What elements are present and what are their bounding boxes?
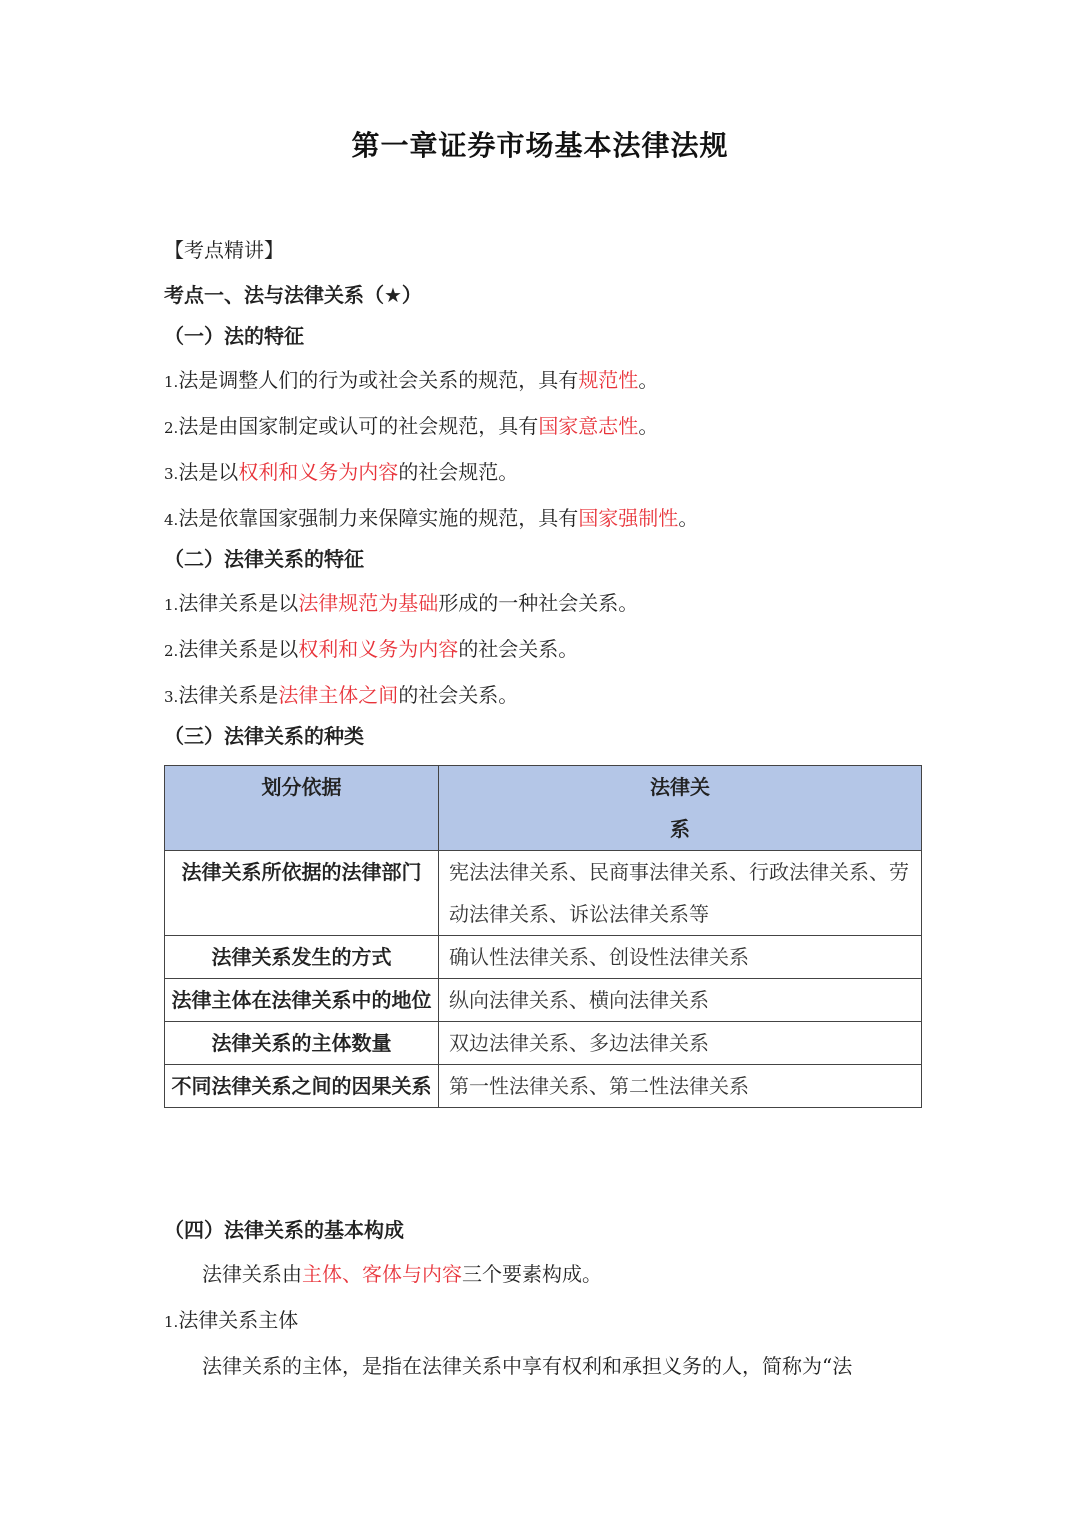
classification-table	[164, 765, 922, 1108]
topic-heading: 考点一、法与法律关系（★）	[164, 283, 422, 307]
list-item: 3.法律关系是法律主体之间的社会关系。	[164, 683, 519, 707]
table-cell-relation: 纵向法律关系、横向法律关系	[439, 979, 922, 1022]
section-tag: 【考点精讲】	[164, 238, 284, 262]
table-header-row	[165, 766, 922, 851]
list-item: 2.法律关系是以权利和义务为内容的社会关系。	[164, 637, 579, 661]
table-row	[165, 1065, 922, 1108]
list-item: 1.法是调整人们的行为或社会关系的规范，具有规范性。	[164, 368, 659, 392]
table-cell-basis: 法律关系发生的方式	[165, 936, 439, 979]
table-header-relation: 法律关系	[439, 766, 922, 851]
section-heading-3: （三）法律关系的种类	[164, 724, 364, 748]
table-cell-relation: 宪法法律关系、民商事法律关系、行政法律关系、劳动法律关系、诉讼法律关系等	[439, 851, 922, 936]
page-title: 第一章证券市场基本法律法规	[351, 129, 729, 162]
table-row	[165, 851, 922, 936]
section-heading-2: （二）法律关系的特征	[164, 547, 364, 571]
table-cell-basis: 法律关系的主体数量	[165, 1022, 439, 1065]
table-cell-relation: 第一性法律关系、第二性法律关系	[439, 1065, 922, 1108]
table-cell-relation: 确认性法律关系、创设性法律关系	[439, 936, 922, 979]
list-item: 2.法是由国家制定或认可的社会规范，具有国家意志性。	[164, 414, 659, 438]
table-cell-basis: 法律关系所依据的法律部门	[165, 851, 439, 936]
table-row	[165, 1022, 922, 1065]
intro-paragraph: 法律关系由主体、客体与内容三个要素构成。	[202, 1262, 602, 1286]
table-row	[165, 979, 922, 1022]
section-heading-4: （四）法律关系的基本构成	[164, 1218, 404, 1242]
list-item: 1.法律关系是以法律规范为基础形成的一种社会关系。	[164, 591, 639, 615]
table-cell-basis: 法律主体在法律关系中的地位	[165, 979, 439, 1022]
sub-heading: 1.法律关系主体	[164, 1308, 299, 1332]
list-item: 4.法是依靠国家强制力来保障实施的规范，具有国家强制性。	[164, 506, 699, 530]
table-header-basis: 划分依据	[165, 766, 439, 851]
list-item: 3.法是以权利和义务为内容的社会规范。	[164, 460, 519, 484]
table-cell-relation: 双边法律关系、多边法律关系	[439, 1022, 922, 1065]
table-row	[165, 936, 922, 979]
table-cell-basis: 不同法律关系之间的因果关系	[165, 1065, 439, 1108]
body-paragraph: 法律关系的主体，是指在法律关系中享有权利和承担义务的人，简称为“法	[202, 1354, 853, 1378]
section-heading-1: （一）法的特征	[164, 324, 304, 348]
